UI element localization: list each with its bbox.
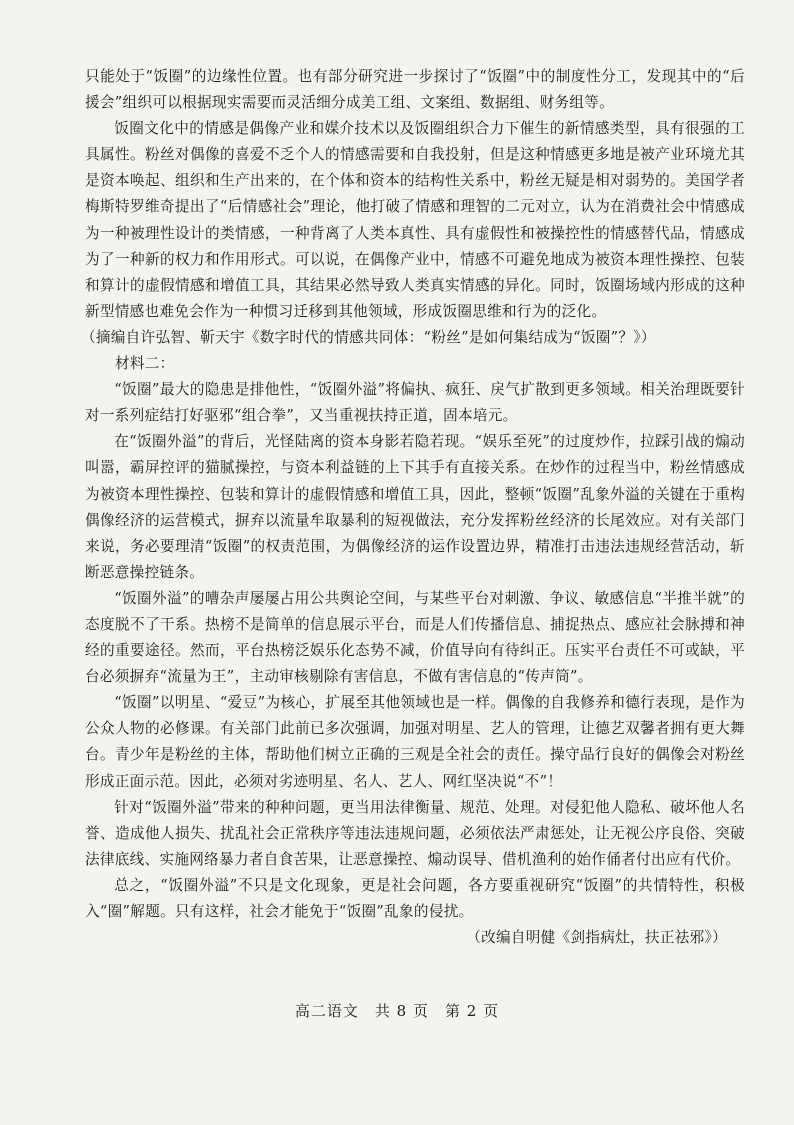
paragraph-conclusion: 总之，“饭圈外溢”不只是文化现象，更是社会问题，各方要重视研究“饭圈”的共情特性，积极入“圈”解题。只有这样，社会才能免于“饭圈”乱象的侵扰。 — [85, 876, 745, 920]
paragraph-idols: “饭圈”以明星、“爱豆”为核心，扩展至其他领域也是一样。偶像的自我修养和德行表现，是作为公众人物的必修课。有关部门此前已多次强调，加强对明星、艺人的管理，让德艺双馨者拥有更大舞台。青少年是粉丝的主体，帮助他们树立正确的三观是全社会的责任。操守品行良好的偶像会对粉丝形成正面示范。因此，必须对劣迹明星、名人、艺人、网红坚决说“不”！ — [85, 694, 745, 790]
paragraph-capital: 在“饭圈外溢”的背后，光怪陆离的资本身影若隐若现。“娱乐至死”的过度炒作，拉踩引战的煽动叫嚣，霸屏控评的猫腻操控，与资本利益链的上下其手有直接关系。在炒作的过程当中，粉丝情感成为被资本理性操控、包装和算计的虚假情感和增值工具，因此，整顿“饭圈”乱象外溢的关键在于重构偶像经济的运营模式，摒弃以流量牟取暴利的短视做法，充分发挥粉丝经济的长尾效应。对有关部门来说，务必要理清“饭圈”的权责范围，为偶像经济的运作设置边界，精准打击违法违规经营活动，斩断恶意操控链条。 — [85, 433, 745, 581]
paragraph-continuation: 只能处于“饭圈”的边缘性位置。也有部分研究进一步探讨了“饭圈”中的制度性分工，发现其中的“后援会”组织可以根据现实需要而灵活细分成美工组、文案组、数据组、财务组等。 — [85, 68, 745, 112]
material-two-heading: 材料二： — [115, 355, 175, 373]
paragraph-law: 针对“饭圈外溢”带来的种种问题，更当用法律衡量、规范、处理。对侵犯他人隐私、破坏他人名誉、造成他人损失、扰乱社会正常秩序等违法违规问题，必须依法严肃惩处，让无视公序良俗、突破法律底线、实施网络暴力者自食苦果，让恶意操控、煽动误导、借机渔利的始作俑者付出应有代价。 — [85, 798, 745, 868]
page-footer: 高二语文 共 8 页 第 2 页 — [294, 1002, 500, 1020]
paragraph-platform: “饭圈外溢”的嘈杂声屡屡占用公共舆论空间，与某些平台对刺激、争议、敏感信息“半推半就”的态度脱不了干系。热榜不是简单的信息展示平台，而是人们传播信息、捕捉热点、感应社会脉搏和神经的重要途径。然而，平台热榜泛娱乐化态势不减，价值导向有待纠正。压实平台责任不可或缺，平台必须摒弃“流量为王”，主动审核剔除有害信息，不做有害信息的“传声筒”。 — [85, 589, 745, 686]
paragraph-emotion: 饭圈文化中的情感是偶像产业和媒介技术以及饭圈组织合力下催生的新情感类型，具有很强的工具属性。粉丝对偶像的喜爱不乏个人的情感需要和自我投射，但是这种情感更多地是被产业环境尤其是资本唤起、组织和生产出来的，在个体和资本的结构性关系中，粉丝无疑是相对弱势的。美国学者梅斯特罗维奇提出了“后情感社会”理论，他打破了情感和理智的二元对立，认为在消费社会中情感成为一种被理性设计的类情感，一种背离了人类本真性、具有虚假性和被操控性的情感替代品，情感成为了一种新的权力和作用形式。可以说，在偶像产业中，情感不可避免地成为被资本理性操控、包装和算计的虚假情感和增值工具，其结果必然导致人类真实情感的异化。同时，饭圈场域内形成的这种新型情感也难免会作为一种惯习迁移到其他领域，形成饭圈思维和行为的泛化。 — [85, 120, 745, 320]
source-citation-1: （摘编自许弘智、靳天宇《数字时代的情感共同体：“粉丝”是如何集结成为“饭圈”？》） — [81, 328, 656, 346]
paragraph-exclusivity: “饭圈”最大的隐患是排他性，“饭圈外溢”将偏执、疯狂、戾气扩散到更多领域。相关治理既要针对一系列症结打好驱邪“组合拳”，又当重视扶持正道，固本培元。 — [85, 381, 745, 425]
page-body — [81, 64, 745, 951]
source-citation-2: （改编自明健《剑指病灶，扶正祛邪》） — [466, 929, 727, 947]
